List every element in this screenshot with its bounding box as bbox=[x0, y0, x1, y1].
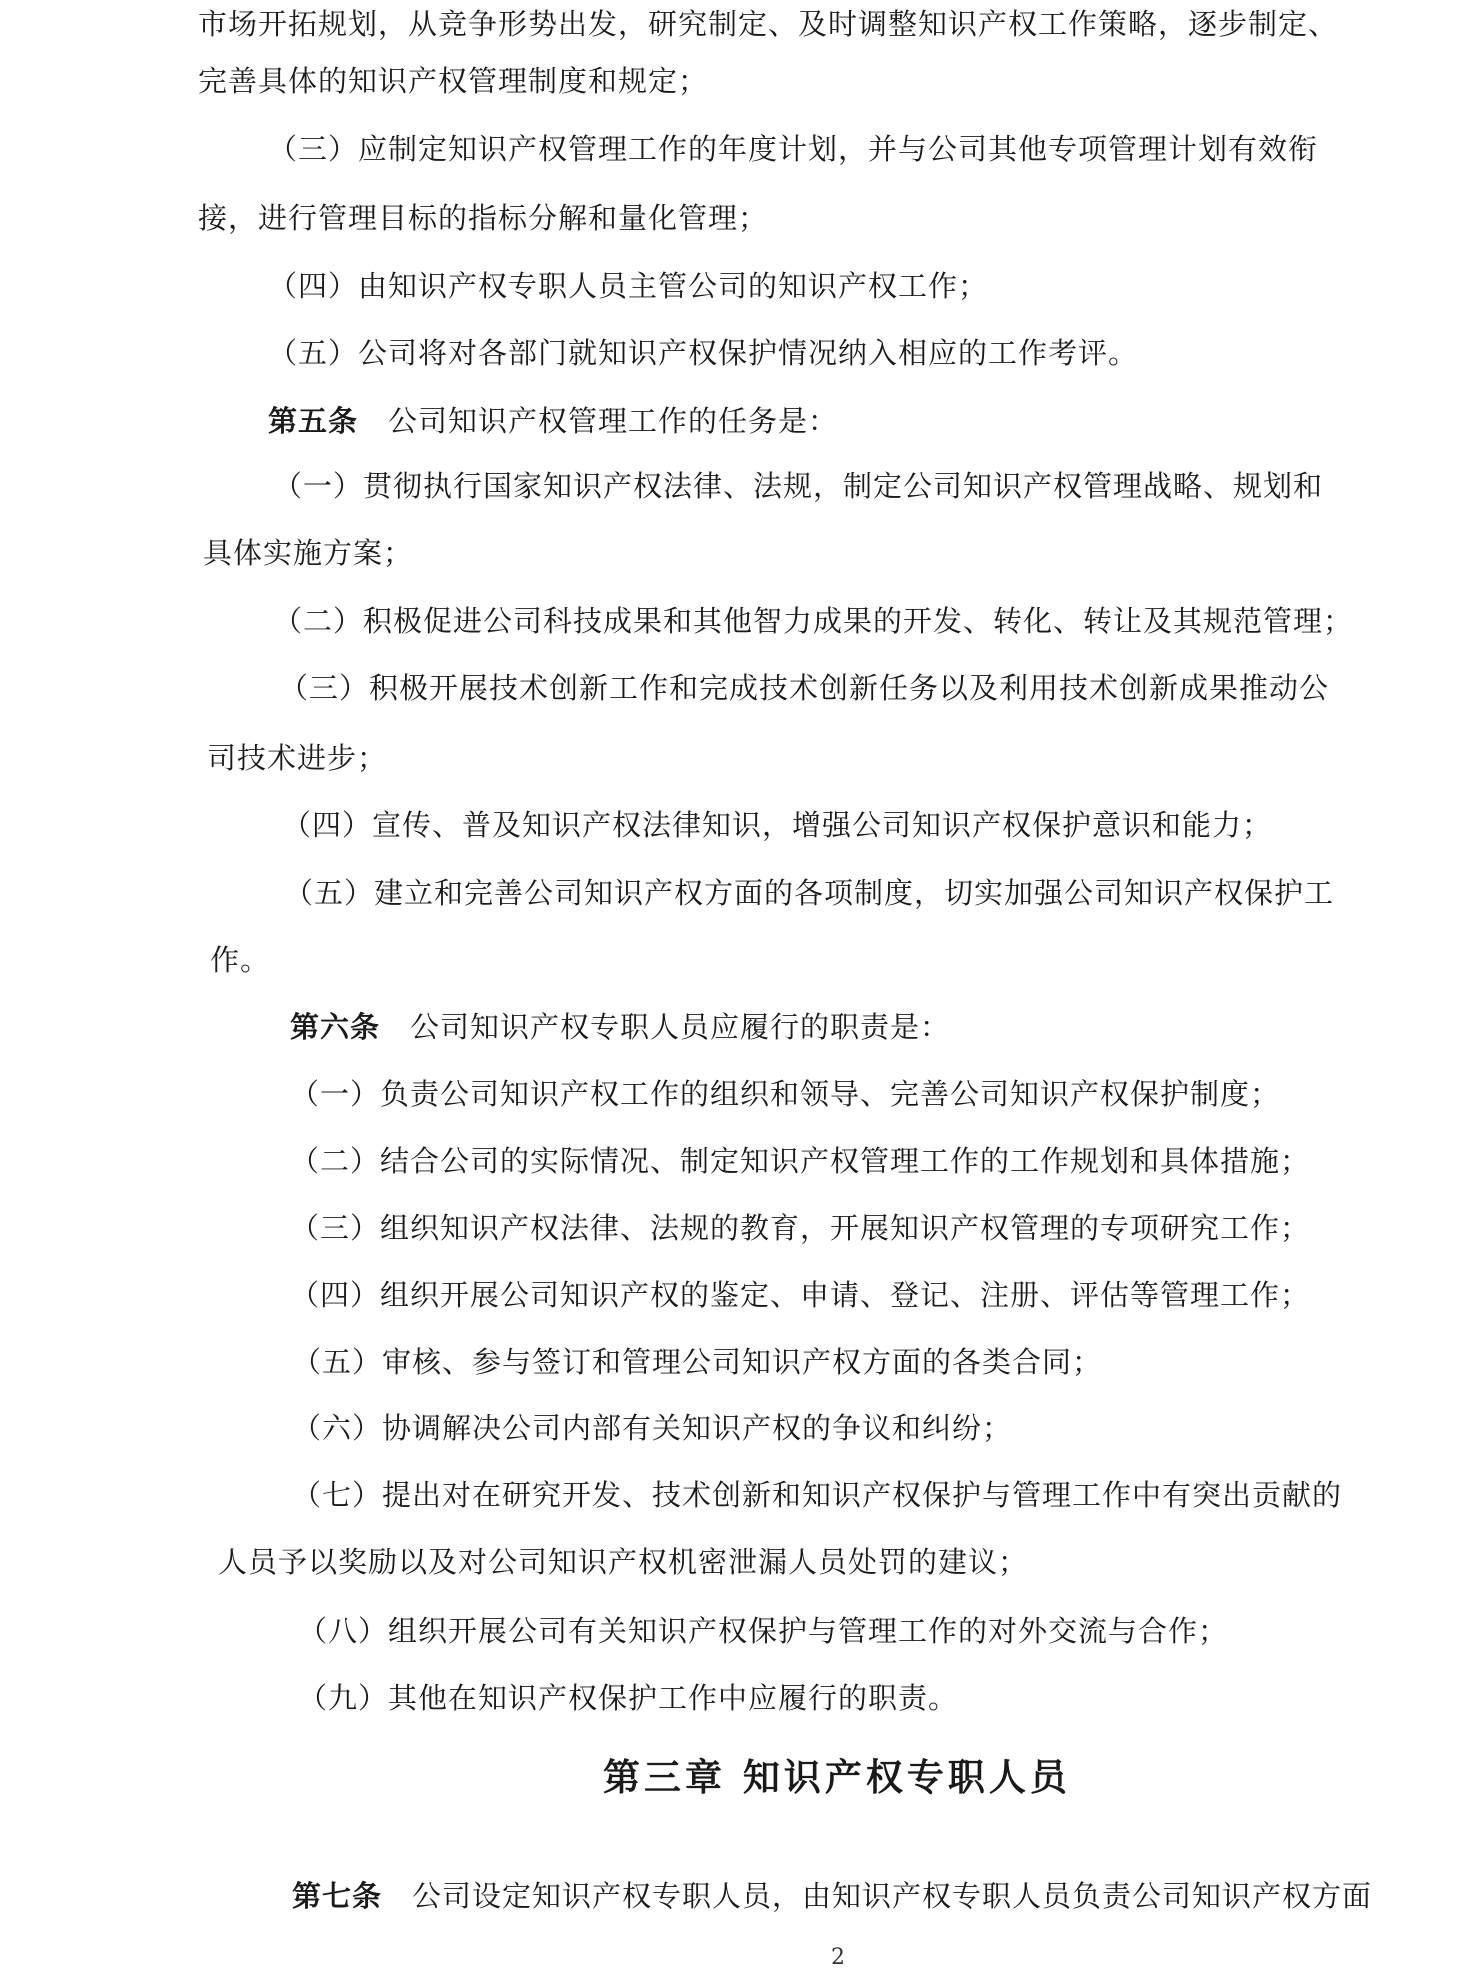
paragraph-line: 具体实施方案； bbox=[203, 536, 414, 570]
list-item: （一）贯彻执行国家知识产权法律、法规，制定公司知识产权管理战略、规划和 bbox=[273, 469, 1324, 503]
paragraph-line: 完善具体的知识产权管理制度和规定； bbox=[198, 64, 709, 98]
list-item: （二）结合公司的实际情况、制定知识产权管理工作的工作规划和具体措施； bbox=[290, 1144, 1311, 1178]
paragraph-line: 市场开拓规划，从竞争形势出发，研究制定、及时调整知识产权工作策略，逐步制定、 bbox=[198, 7, 1339, 41]
article-text: 公司知识产权专职人员应履行的职责是： bbox=[410, 1010, 951, 1044]
article-heading: 第六条 bbox=[290, 1010, 381, 1044]
list-item: （三）组织知识产权法律、法规的教育，开展知识产权管理的专项研究工作； bbox=[290, 1211, 1311, 1245]
page-number: 2 bbox=[831, 1945, 845, 1970]
list-item: （二）积极促进公司科技成果和其他智力成果的开发、转化、转让及其规范管理； bbox=[273, 604, 1354, 638]
article-heading: 第五条 bbox=[268, 404, 359, 438]
list-item: （三）应制定知识产权管理工作的年度计划，并与公司其他专项管理计划有效衔 bbox=[268, 132, 1319, 166]
list-item: （六）协调解决公司内部有关知识产权的争议和纠纷； bbox=[292, 1411, 1013, 1445]
article-text: 公司设定知识产权专职人员，由知识产权专职人员负责公司知识产权方面 bbox=[412, 1879, 1373, 1913]
article-heading: 第七条 bbox=[292, 1879, 383, 1913]
article-6 bbox=[290, 1007, 950, 1047]
list-item: （四）组织开展公司知识产权的鉴定、申请、登记、注册、评估等管理工作； bbox=[290, 1278, 1311, 1312]
chapter-title: 第三章 知识产权专职人员 bbox=[603, 1755, 1071, 1799]
list-item: （七）提出对在研究开发、技术创新和知识产权保护与管理工作中有突出贡献的 bbox=[292, 1478, 1343, 1512]
list-item: （八）组织开展公司有关知识产权保护与管理工作的对外交流与合作； bbox=[298, 1614, 1229, 1648]
list-item: （四）宣传、普及知识产权法律知识，增强公司知识产权保护意识和能力； bbox=[282, 808, 1273, 842]
list-item: （九）其他在知识产权保护工作中应履行的职责。 bbox=[298, 1681, 959, 1715]
article-text: 公司知识产权管理工作的任务是： bbox=[388, 404, 839, 438]
list-item: （五）建立和完善公司知识产权方面的各项制度，切实加强公司知识产权保护工 bbox=[284, 876, 1335, 910]
article-5 bbox=[268, 401, 838, 441]
paragraph-line: 人员予以奖励以及对公司知识产权机密泄漏人员处罚的建议； bbox=[218, 1545, 1029, 1579]
article-7 bbox=[292, 1876, 1372, 1916]
paragraph-line: 司技术进步； bbox=[207, 741, 388, 775]
paragraph-line: 作。 bbox=[210, 943, 271, 977]
list-item: （三）积极开展技术创新工作和完成技术创新任务以及利用技术创新成果推动公 bbox=[279, 671, 1330, 705]
list-item: （五）审核、参与签订和管理公司知识产权方面的各类合同； bbox=[292, 1345, 1103, 1379]
list-item: （四）由知识产权专职人员主管公司的知识产权工作； bbox=[268, 269, 989, 303]
list-item: （五）公司将对各部门就知识产权保护情况纳入相应的工作考评。 bbox=[268, 336, 1139, 370]
list-item: （一）负责公司知识产权工作的组织和领导、完善公司知识产权保护制度； bbox=[290, 1077, 1281, 1111]
paragraph-line: 接，进行管理目标的指标分解和量化管理； bbox=[198, 201, 769, 235]
